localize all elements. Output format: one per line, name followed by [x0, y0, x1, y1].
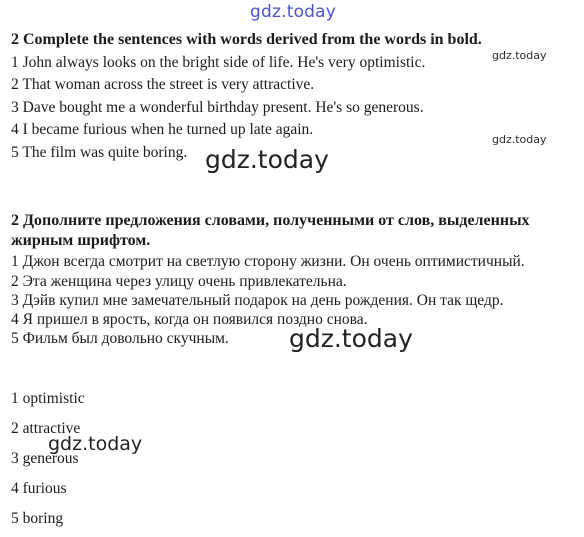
english-task-heading: 2 Complete the sentences with words derived from the words in bold. — [11, 31, 482, 48]
russian-task-heading-line2: жирным шрифтом. — [11, 232, 151, 249]
russian-sentence-2: 2 Эта женщина через улицу очень привлекательна. — [11, 273, 347, 290]
site-logo: gdz.today — [250, 2, 337, 22]
answer-3: 3 generous — [11, 450, 79, 467]
english-sentence-4: 4 I became furious when he turned up late again. — [11, 121, 314, 138]
russian-sentence-5: 5 Фильм был довольно скучным. — [11, 330, 229, 347]
russian-sentence-3: 3 Дэйв купил мне замечательный подарок на день рождения. Он так щедр. — [11, 292, 504, 309]
watermark-mid-1: gdz.today — [48, 433, 143, 455]
answer-5: 5 boring — [11, 510, 64, 527]
russian-sentence-1: 1 Джон всегда смотрит на светлую сторону жизни. Он очень оптимистичный. — [11, 253, 525, 270]
russian-sentence-4: 4 Я пришел в ярость, когда он появился поздно снова. — [11, 311, 368, 328]
watermark-large-2: gdz.today — [289, 324, 413, 353]
russian-task-heading-line1: 2 Дополните предложения словами, полученными от слов, выделенных — [11, 212, 530, 229]
watermark-small-1: gdz.today — [492, 49, 547, 62]
watermark-large-1: gdz.today — [205, 145, 329, 174]
answer-4: 4 furious — [11, 480, 67, 497]
english-sentence-1: 1 John always looks on the bright side of life. He's very optimistic. — [11, 54, 426, 71]
answer-2: 2 attractive — [11, 420, 81, 437]
english-sentence-2: 2 That woman across the street is very attractive. — [11, 76, 315, 93]
watermark-small-2: gdz.today — [492, 133, 547, 146]
english-sentence-3: 3 Dave bought me a wonderful birthday present. He's so generous. — [11, 99, 424, 116]
answer-1: 1 optimistic — [11, 390, 85, 407]
english-sentence-5: 5 The film was quite boring. — [11, 144, 188, 161]
